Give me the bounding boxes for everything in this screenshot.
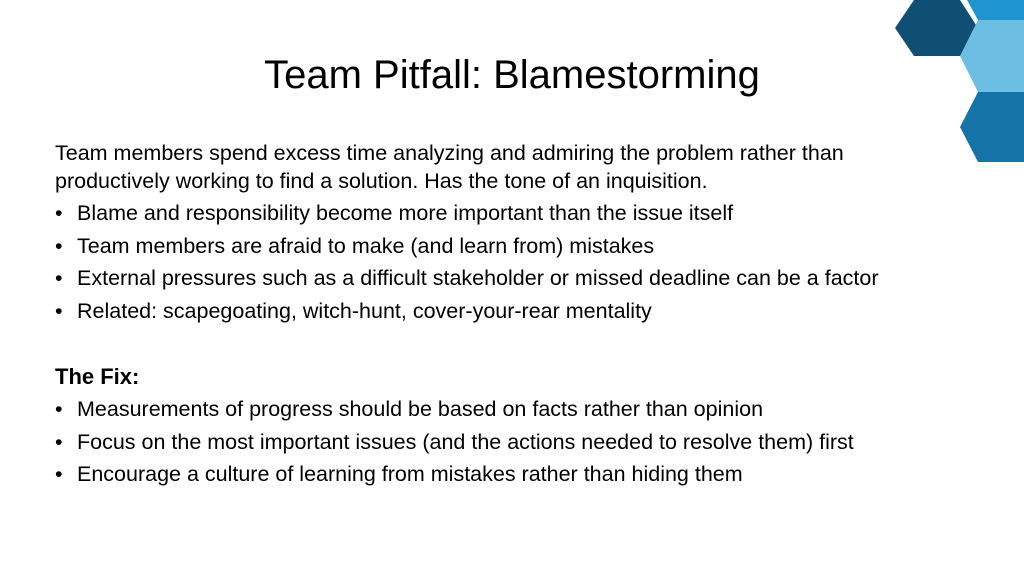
hexagon-mid xyxy=(967,0,1024,20)
problem-bullet-list xyxy=(55,197,955,327)
fix-bullet-item xyxy=(55,426,955,459)
bullet-glyph: • xyxy=(55,397,63,421)
bullet-item xyxy=(55,262,955,295)
bullet-glyph: • xyxy=(55,201,63,225)
bullet-glyph: • xyxy=(55,462,63,486)
bullet-text: Encourage a culture of learning from mistakes rather than hiding them xyxy=(77,462,743,486)
bullet-text: External pressures such as a difficult stakeholder or missed deadline can be a factor xyxy=(77,266,879,290)
bullet-glyph: • xyxy=(55,429,63,454)
bullet-item xyxy=(55,230,955,263)
bullet-text: Team members are afraid to make (and learn from) mistakes xyxy=(77,233,655,258)
bullet-glyph: • xyxy=(55,233,63,258)
fix-bullet-list xyxy=(55,393,955,491)
hexagon-blue xyxy=(960,92,1024,162)
fix-bullet-item xyxy=(55,458,955,491)
bullet-item xyxy=(55,295,955,328)
intro-paragraph: Team members spend excess time analyzing and admiring the problem rather than productively working to find a solution. Has the tone of an inquisition. xyxy=(55,141,844,193)
bullet-text: Blame and responsibility become more important than the issue itself xyxy=(77,201,734,225)
bullet-text: Related: scapegoating, witch-hunt, cover-your-rear mentality xyxy=(77,298,652,323)
bullet-glyph: • xyxy=(55,266,63,290)
slide-title: Team Pitfall: Blamestorming xyxy=(264,53,760,97)
bullet-text: Measurements of progress should be based on facts rather than opinion xyxy=(77,397,764,421)
fix-heading: The Fix: xyxy=(55,364,140,389)
hexagon-dark xyxy=(895,0,978,56)
bullet-item xyxy=(55,197,955,230)
bullet-text: Focus on the most important issues (and the actions needed to resolve them) first xyxy=(77,429,854,454)
bullet-glyph: • xyxy=(55,298,63,323)
fix-bullet-item xyxy=(55,393,955,426)
